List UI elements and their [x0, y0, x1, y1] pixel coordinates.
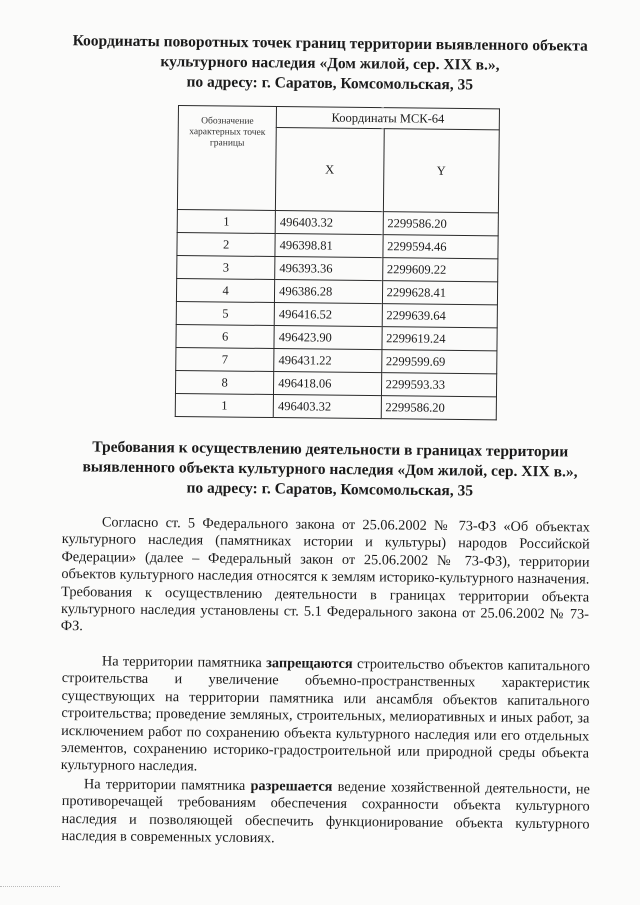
keyword-permitted: разрешается	[250, 777, 333, 795]
prohibitions-paragraph	[61, 653, 590, 780]
point-number-cell: 3	[177, 255, 275, 279]
point-number-cell: 5	[176, 301, 274, 325]
permissions-paragraph	[61, 776, 590, 851]
paragraph-rest: ведение хозяйственной деятельности, не противоречащей требованиям обеспечения сохранности объекта культурного наследия и позволяющей обеспечить функционирование объекта культурного наследия в современных условиях.	[61, 778, 590, 847]
table-row	[176, 324, 497, 350]
heading-line: Требования к осуществлению деятельности в границах территории	[92, 438, 569, 461]
point-number-cell: 7	[176, 347, 274, 371]
point-number-cell: 1	[175, 393, 273, 417]
table-row	[177, 255, 498, 281]
y-coordinate-cell: 2299593.33	[381, 373, 497, 397]
y-coordinate-cell: 2299639.64	[382, 304, 498, 328]
paragraph-lead: На территории памятника	[101, 653, 262, 672]
x-coordinate-cell: 496431.22	[274, 349, 382, 373]
table-body	[175, 209, 498, 419]
heading-line: по адресу: г. Саратов, Комсомольская, 35	[186, 479, 474, 500]
x-coordinate-cell: 496416.52	[274, 303, 382, 327]
y-coordinate-cell: 2299628.41	[382, 281, 498, 305]
y-coordinate-cell: 2299619.24	[382, 327, 498, 351]
table-row	[177, 209, 498, 235]
table-row	[175, 393, 496, 419]
x-coordinate-cell: 496386.28	[275, 280, 383, 304]
point-number-cell: 2	[177, 232, 275, 256]
y-coordinate-cell: 2299586.20	[381, 396, 497, 420]
heading-line: выявленного объекта культурного наследия «Дом жилой, сер. XIX в.»,	[82, 458, 578, 481]
requirements-heading	[60, 437, 601, 503]
coordinates-heading	[60, 31, 601, 97]
table-row	[177, 232, 498, 258]
x-coordinate-cell: 496423.90	[274, 326, 382, 350]
y-coordinate-cell: 2299599.69	[381, 350, 497, 374]
scan-edge-mark	[0, 886, 60, 888]
point-label-header: Обозначение характерных точек границы	[177, 106, 276, 211]
x-coordinate-cell: 496393.36	[275, 257, 383, 281]
heading-line: культурного наследия «Дом жилой, сер. XIX в.»,	[160, 53, 500, 74]
y-header: Y	[383, 129, 499, 213]
table-row	[176, 347, 497, 373]
table-row	[176, 278, 497, 304]
point-number-cell: 1	[177, 209, 275, 233]
legal-basis-paragraph: Согласно ст. 5 Федерального закона от 25.06.2002 № 73-ФЗ «Об объектах культурного наследия (памятниках истории и культуры) народов Российской Федерации» (далее – Федеральный закон от 25.06.2002 № 73-ФЗ), территории объектов культурного наследия относятся к землям историко-культурного назначения. Требования к осуществлению деятельности в границах территории объекта культурного наследия установлены ст. 5.1 Федерального закона от 25.06.2002 № 73-ФЗ.	[60, 514, 590, 635]
table-row	[176, 301, 497, 327]
heading-line: по адресу: г. Саратов, Комсомольская, 35	[186, 73, 474, 94]
x-coordinate-cell: 496398.81	[275, 234, 383, 258]
y-coordinate-cell: 2299586.20	[383, 212, 499, 236]
x-coordinate-cell: 496403.32	[275, 211, 383, 235]
keyword-prohibited: запрещаются	[266, 655, 353, 673]
coordinates-table	[175, 105, 500, 420]
paragraph-rest: строительство объектов капитального строительства и увеличение объемно-пространственных характеристик существующих на территории памятника или ансамбля объектов капитального строительства; проведение земляных, строительных, мелиоративных и иных работ, за исключением работ по сохранению объекта культурного наследия или его отдельных элементов, сохранению историко-градостроительной или природной среды объекта культурного наследия.	[60, 656, 590, 775]
y-coordinate-cell: 2299609.22	[382, 258, 498, 282]
x-coordinate-cell: 496403.32	[273, 395, 381, 419]
x-header: X	[276, 128, 384, 212]
point-number-cell: 8	[175, 370, 273, 394]
coordinate-system-header: Координаты МСК-64	[276, 107, 499, 130]
x-coordinate-cell: 496418.06	[274, 372, 382, 396]
paragraph-lead: На территории памятника	[83, 776, 246, 794]
point-number-cell: 6	[176, 324, 274, 348]
heading-line: Координаты поворотных точек границ территории выявленного объекта	[72, 32, 588, 55]
y-coordinate-cell: 2299594.46	[383, 235, 499, 259]
table-row	[175, 370, 496, 396]
point-number-cell: 4	[176, 278, 274, 302]
